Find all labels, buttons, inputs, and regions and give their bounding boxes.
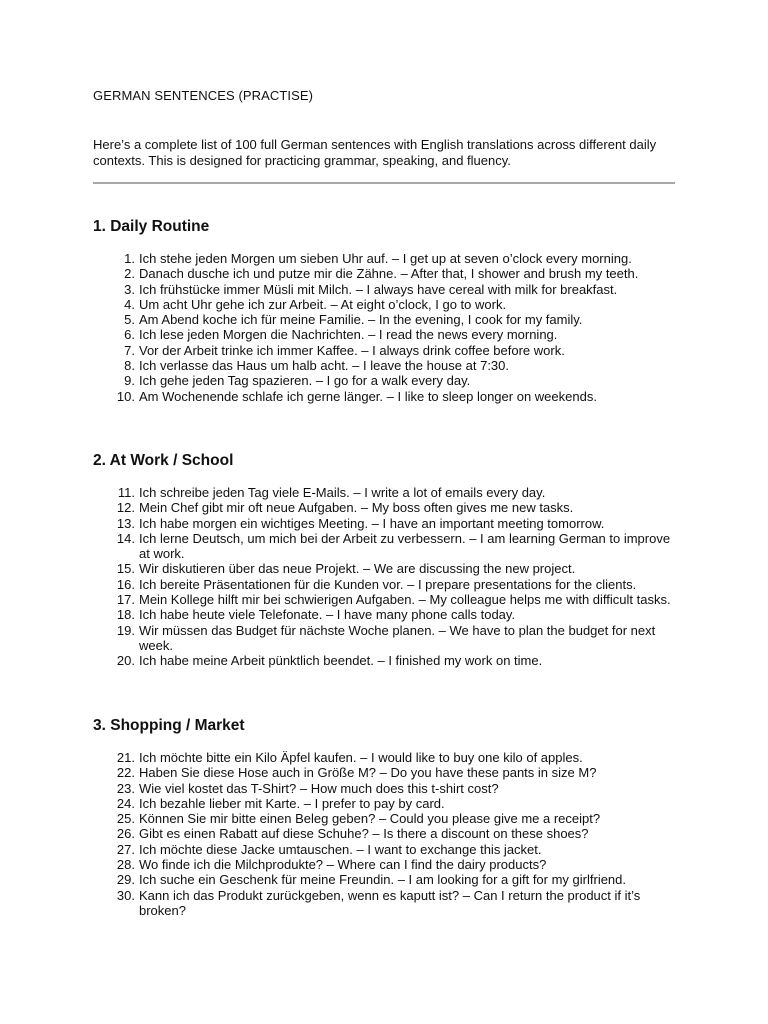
list-item [93,531,683,562]
item-sentence: Ich habe meine Arbeit pünktlich beendet. – I finished my work on time. [139,653,543,669]
item-number: 19. [116,622,135,638]
item-sentence: Gibt es einen Rabatt auf diese Schuhe? – Is there a discount on these shoes? [139,826,589,842]
list-item [93,607,683,622]
item-sentence: Ich bereite Präsentationen für die Kunden vor. – I prepare presentations for the clients. [139,576,637,592]
list-item [93,358,683,373]
item-sentence: Wo finde ich die Milchprodukte? – Where can I find the dairy products? [139,857,547,873]
item-number: 21. [116,750,135,765]
item-sentence: Ich habe morgen ein wichtiges Meeting. – I have an important meeting tomorrow. [139,515,605,531]
item-sentence: Ich habe heute viele Telefonate. – I have many phone calls today. [139,607,516,623]
item-sentence: Ich lerne Deutsch, um mich bei der Arbeit zu verbessern. – I am learning German to improve at work. [139,530,671,562]
list-item [93,251,683,266]
item-number: 13. [116,515,135,531]
document-title: GERMAN SENTENCES (PRACTISE) [93,88,314,103]
list-item [93,561,683,576]
list-item [93,343,683,358]
intro-paragraph: Here’s a complete list of 100 full German sentences with English translations across different daily contexts. This is designed for practicing grammar, speaking, and fluency. [93,137,657,168]
item-sentence: Ich möchte bitte ein Kilo Äpfel kaufen. – I would like to buy one kilo of apples. [139,750,583,765]
item-number: 28. [116,857,135,873]
item-number: 30. [116,887,135,903]
list-item [93,500,683,515]
list-item [93,765,683,780]
item-sentence: Wir diskutieren über das neue Projekt. – We are discussing the new project. [139,561,576,577]
list-item [93,888,683,919]
list-item [93,623,683,654]
list-item [93,516,683,531]
item-sentence: Können Sie mir bitte einen Beleg geben? – Could you please give me a receipt? [139,811,601,827]
item-number: 20. [116,653,135,669]
item-number: 27. [116,841,135,857]
list-item [93,592,683,607]
item-sentence: Vor der Arbeit trinke ich immer Kaffee. – I always drink coffee before work. [139,342,565,358]
item-number: 12. [116,500,135,516]
item-number: 25. [116,811,135,827]
list-item [93,577,683,592]
item-number: 16. [116,576,135,592]
item-number: 6. [124,327,135,343]
item-sentence: Wir müssen das Budget für nächste Woche planen. – We have to plan the budget for next week. [139,622,656,653]
item-sentence: Danach dusche ich und putze mir die Zähne. – After that, I shower and brush my teeth. [139,266,639,282]
item-number: 23. [116,780,135,796]
item-number: 14. [116,530,135,546]
item-number: 5. [124,312,135,328]
section-heading-work-school: 2. At Work / School [93,452,234,469]
item-sentence: Ich möchte diese Jacke umtauschen. – I want to exchange this jacket. [139,841,542,857]
item-number: 2. [124,266,135,282]
sentence-list-work-school [93,485,683,669]
item-sentence: Ich bezahle lieber mit Karte. – I prefer to pay by card. [139,795,445,811]
list-item [93,811,683,826]
list-item [93,781,683,796]
list-item [93,373,683,388]
item-number: 26. [116,826,135,842]
item-sentence: Ich gehe jeden Tag spazieren. – I go for a walk every day. [139,373,471,389]
item-sentence: Ich schreibe jeden Tag viele E-Mails. – I write a lot of emails every day. [139,485,546,500]
item-number: 7. [124,342,135,358]
list-item [93,327,683,342]
list-item [93,750,683,765]
list-item [93,872,683,887]
list-item [93,485,683,500]
item-number: 22. [116,765,135,781]
list-item [93,826,683,841]
list-item [93,297,683,312]
item-sentence: Mein Chef gibt mir oft neue Aufgaben. – My boss often gives me new tasks. [139,500,574,516]
list-item [93,282,683,297]
item-number: 24. [116,795,135,811]
item-number: 29. [116,872,135,888]
item-sentence: Am Abend koche ich für meine Familie. – In the evening, I cook for my family. [139,312,583,328]
item-sentence: Am Wochenende schlafe ich gerne länger. – I like to sleep longer on weekends. [139,388,597,404]
sentence-list-shopping-market [93,750,683,918]
horizontal-divider [93,182,675,184]
item-number: 18. [116,607,135,623]
list-item [93,653,683,668]
list-item [93,389,683,404]
list-item [93,796,683,811]
list-item [93,266,683,281]
item-sentence: Ich lese jeden Morgen die Nachrichten. – I read the news every morning. [139,327,558,343]
item-number: 4. [124,296,135,312]
item-number: 17. [116,592,135,608]
item-number: 8. [124,358,135,374]
section-heading-daily-routine: 1. Daily Routine [93,218,210,235]
item-sentence: Ich suche ein Geschenk für meine Freundin. – I am looking for a gift for my girlfriend. [139,872,627,888]
list-item [93,842,683,857]
item-number: 15. [116,561,135,577]
item-sentence: Mein Kollege hilft mir bei schwierigen Aufgaben. – My colleague helps me with difficult tasks. [139,592,671,608]
item-number: 9. [124,373,135,389]
sentence-list-daily-routine [93,251,683,404]
item-number: 11. [117,485,135,500]
section-heading-shopping-market: 3. Shopping / Market [93,717,245,734]
item-sentence: Um acht Uhr gehe ich zur Arbeit. – At eight o’clock, I go to work. [139,296,507,312]
item-sentence: Haben Sie diese Hose auch in Größe M? – Do you have these pants in size M? [139,765,597,781]
item-sentence: Wie viel kostet das T-Shirt? – How much does this t-shirt cost? [139,780,499,796]
item-sentence: Kann ich das Produkt zurückgeben, wenn es kaputt ist? – Can I return the product if it’s broken? [139,887,641,918]
item-number: 1. [124,251,135,266]
item-number: 3. [124,281,135,297]
list-item [93,857,683,872]
item-sentence: Ich frühstücke immer Müsli mit Milch. – I always have cereal with milk for breakfast. [139,281,618,297]
item-sentence: Ich verlasse das Haus um halb acht. – I leave the house at 7:30. [139,358,509,374]
item-sentence: Ich stehe jeden Morgen um sieben Uhr auf. – I get up at seven o’clock every morning. [139,251,632,266]
list-item [93,312,683,327]
item-number: 10. [116,388,135,404]
